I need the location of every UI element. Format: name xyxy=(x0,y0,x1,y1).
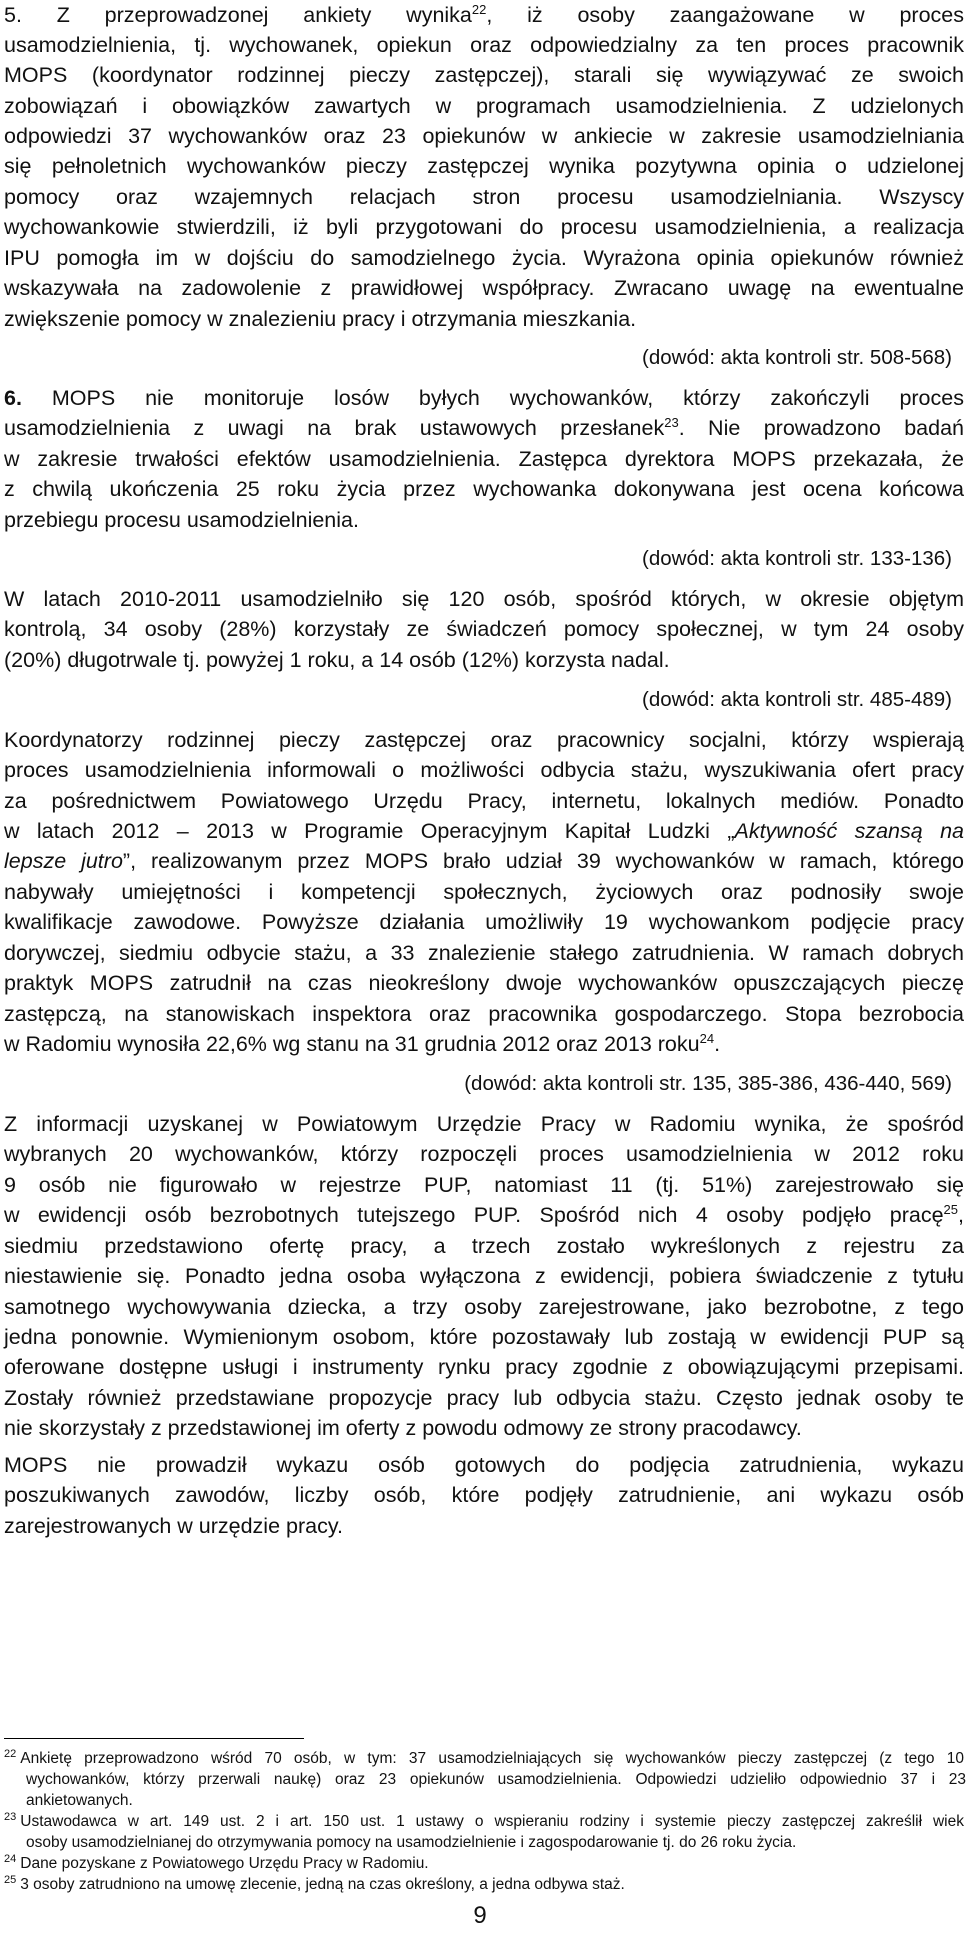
text-line: w latach 2012 – 2013 w Programie Operacyjnym Kapitał Ludzki „Aktywność szansą na xyxy=(4,819,964,843)
text-line: wybranych 20 wychowanków, którzy rozpoczęli proces usamodzielnienia w 2012 roku xyxy=(4,1142,964,1166)
text-line: z chwilą ukończenia 25 roku życia przez wychowanka dokonywana jest ocena końcowa xyxy=(4,477,964,501)
text-line: zobowiązań i obowiązków zawartych w programach usamodzielnienia. Z udzielonych xyxy=(4,94,964,118)
footnote-separator xyxy=(4,1738,304,1739)
text-line: za pośrednictwem Powiatowego Urzędu Pracy, internetu, lokalnych mediów. Ponadto xyxy=(4,789,964,813)
text-line: zarejestrowanych w urzędzie pracy. xyxy=(4,1514,343,1538)
footnote-line: wychowanków, którzy przerwali naukę) oraz 23 opiekunów usamodzielnienia. Odpowiedzi udzieliło odpowiednio 37 i 23 xyxy=(26,1771,966,1788)
text-line: kwalifikacje zawodowe. Powyższe działania umożliwiły 19 wychowankom podjęcie pracy xyxy=(4,910,964,934)
text-line: niestawienie się. Ponadto jedna osoba wyłączona z ewidencji, pobiera świadczenie z tytułu xyxy=(4,1264,964,1288)
text-line: jedna ponownie. Wymienionym osobom, które pozostawały lub zostają w ewidencji PUP są xyxy=(4,1325,964,1349)
text-line: kontrolą, 34 osoby (28%) korzystały ze świadczeń pomocy społecznej, w tym 24 osoby xyxy=(4,617,964,641)
footnote-ref-23: 23 xyxy=(664,414,679,430)
footnote-ref-25: 25 xyxy=(943,1201,959,1217)
evidence-reference: (dowód: akta kontroli str. 133-136) xyxy=(642,547,952,570)
text-line: MOPS nie prowadził wykazu osób gotowych do podjęcia zatrudnienia, wykazu xyxy=(4,1453,964,1477)
program-title: lepsze jutro xyxy=(4,849,123,873)
text-line: 5. Z przeprowadzonej ankiety wynika$^{22}$, iż osoby zaangażowane w proces xyxy=(4,1,964,27)
evidence-reference: (dowód: akta kontroli str. 485-489) xyxy=(642,688,952,711)
text-line: nabywały umiejętności i kompetencji społecznych, życiowych oraz podnosiły swoje xyxy=(4,880,964,904)
text-line: wychowankowie stwierdzili, iż byli przygotowani do procesu usamodzielnienia, a realizacja xyxy=(4,215,964,239)
text-line: się pełnoletnich wychowanków pieczy zastępczej wynika pozytywna opinia o udzielonej xyxy=(4,154,964,178)
footnote-23: $^{23}$ Ustawodawca w art. 149 ust. 2 i art. 150 ust. 1 ustawy o wspieraniu rodziny i systemie pieczy zastępczej zakreślił wiek xyxy=(4,1810,964,1830)
text-line: zwiększenie pomocy w znalezieniu pracy i otrzymania mieszkania. xyxy=(4,307,637,331)
item-number: 6. xyxy=(4,386,22,410)
text-line: MOPS (koordynator rodzinnej pieczy zastępczej), starali się wywiązywać ze swoich xyxy=(4,63,964,87)
text-line: wskazywała na zadowolenie z prawidłowej współpracy. Zwracano uwagę na ewentualne xyxy=(4,276,964,300)
text-line: (20%) długotrwale tj. powyżej 1 roku, a 14 osób (12%) korzysta nadal. xyxy=(4,648,670,672)
text-line: w zakresie trwałości efektów usamodzielnienia. Zastępca dyrektora MOPS przekazała, że xyxy=(4,447,964,471)
evidence-reference: (dowód: akta kontroli str. 508-568) xyxy=(642,346,952,369)
footnote-ref-24: 24 xyxy=(699,1030,715,1046)
text-line: W latach 2010-2011 usamodzielniło się 120 osób, spośród których, w okresie objętym xyxy=(4,587,964,611)
text-line: lepsze jutro”, realizowanym przez MOPS brało udział 39 wychowanków w ramach, którego xyxy=(4,849,965,873)
text-line: zastępczą, na stanowiskach inspektora oraz pracownika gospodarczego. Stopa bezrobocia xyxy=(4,1002,964,1026)
text-line: usamodzielnienia z uwagi na brak ustawowych przesłanek$^{23}$. Nie prowadzono badań xyxy=(4,414,965,440)
text-line: IPU pomogła im w dojściu do samodzielnego życia. Wyrażona opinia opiekunów również xyxy=(4,246,964,270)
evidence-reference: (dowód: akta kontroli str. 135, 385-386, 436-440, 569) xyxy=(464,1072,952,1095)
footnote-line: ankietowanych. xyxy=(26,1792,133,1809)
text-line: pomocy oraz wzajemnych relacjach stron procesu usamodzielniania. Wszyscy xyxy=(4,185,964,209)
footnote-ref-22: 22 xyxy=(471,1,487,17)
text-line: proces usamodzielnienia informowali o możliwości odbycia stażu, wyszukiwania ofert pracy xyxy=(4,758,964,782)
text-line: samotnego wychowywania dziecka, a trzy osoby zarejestrowane, jako bezrobotne, z tego xyxy=(4,1295,964,1319)
text-line: 6. MOPS nie monitoruje losów byłych wychowanków, którzy zakończyli proces xyxy=(4,386,964,410)
text-line: oferowane dostępne usługi i instrumenty rynku pracy zgodnie z obowiązującymi przepisami. xyxy=(4,1355,964,1379)
text-line: odpowiedzi 37 wychowanków oraz 23 opiekunów w ankiecie w zakresie usamodzielniania xyxy=(4,124,964,148)
text-line: poszukiwanych zawodów, liczby osób, które podjęły zatrudnienie, ani wykazu osób xyxy=(4,1483,964,1507)
program-title: Aktywność szansą na xyxy=(734,819,964,843)
text-line: dorywczej, siedmiu odbycie stażu, a 33 znalezienie stałego zatrudnienia. W ramach dobrych xyxy=(4,941,964,965)
text-line: usamodzielnienia, tj. wychowanek, opiekun oraz odpowiedzialny za ten proces pracownik xyxy=(4,33,964,57)
footnote-22: $^{22}$ Ankietę przeprowadzono wśród 70 osób, w tym: 37 usamodzielniających się wychowanków pieczy zastępczej (z tego 10 xyxy=(4,1747,964,1767)
footnote-25: $^{25}$ 3 osoby zatrudniono na umowę zlecenie, jedną na czas określony, a jedna odbywa staż. xyxy=(4,1873,625,1893)
text-line: Koordynatorzy rodzinnej pieczy zastępczej oraz pracownicy socjalni, którzy wspierają xyxy=(4,728,964,752)
text-line: 9 osób nie figurowało w rejestrze PUP, natomiast 11 (tj. 51%) zarejestrowało się xyxy=(4,1173,964,1197)
text-line: Zostały również przedstawiane propozycje pracy lub odbycia stażu. Często jednak osoby te xyxy=(4,1386,964,1410)
text-line: w ewidencji osób bezrobotnych tutejszego PUP. Spośród nich 4 osoby podjęło pracę$^{25}$, xyxy=(4,1201,964,1227)
footnote-line: osoby usamodzielnianej do otrzymywania pomocy na usamodzielnienie i zagospodarowanie tj. do 26 roku życia. xyxy=(26,1834,797,1851)
text-line: nie skorzystały z przedstawionej im oferty z powodu odmowy ze strony pracodawcy. xyxy=(4,1416,802,1440)
page-number: 9 xyxy=(473,1902,487,1929)
footnote-24: $^{24}$ Dane pozyskane z Powiatowego Urzędu Pracy w Radomiu. xyxy=(4,1852,429,1872)
text-line: Z informacji uzyskanej w Powiatowym Urzędzie Pracy w Radomiu wynika, że spośród xyxy=(4,1112,964,1136)
text-line: w Radomiu wynosiła 22,6% wg stanu na 31 grudnia 2012 oraz 2013 roku$^{24}$. xyxy=(4,1030,721,1056)
text-line: przebiegu procesu usamodzielnienia. xyxy=(4,508,359,532)
text-line: praktyk MOPS zatrudnił na czas nieokreślony dwoje wychowanków opuszczających pieczę xyxy=(4,971,964,995)
text-line: siedmiu przedstawiono ofertę pracy, a trzech zostało wykreślonych z rejestru za xyxy=(4,1234,964,1258)
